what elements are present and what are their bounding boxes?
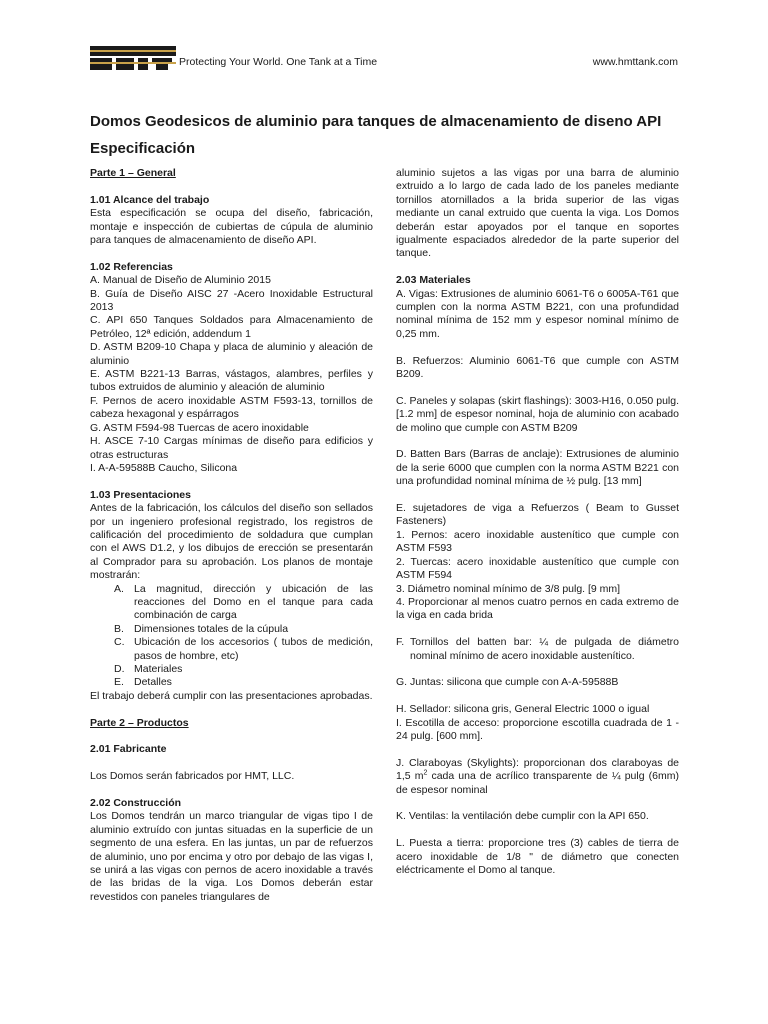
material-item-i: I. Escotilla de acceso: proporcione escotilla cuadrada de 1 - 24 pulg. [600 mm]. — [396, 716, 679, 742]
header-website-link[interactable]: www.hmttank.com — [592, 56, 678, 68]
reference-item: A. Manual de Diseño de Aluminio 2015 — [90, 274, 271, 287]
material-item-g: G. Juntas: silicona que cumple con A-A-59588B — [396, 676, 619, 689]
left-column — [90, 167, 373, 904]
part2-heading: Parte 2 – Productos — [90, 716, 189, 729]
material-item-b: B. Refuerzos: Aluminio 6061-T6 que cumple con ASTM B209. — [396, 354, 679, 381]
section-201-text: Los Domos serán fabricados por HMT, LLC. — [90, 770, 295, 783]
section-102-title: 1.02 Referencias — [90, 260, 173, 273]
reference-item: I. A-A-59588B Caucho, Silicona — [90, 461, 238, 474]
section-103-title: 1.03 Presentaciones — [90, 488, 191, 501]
material-item-h: H. Sellador: silicona gris, General Electric 1000 o igual — [396, 703, 650, 716]
reference-item: H. ASCE 7-10 Cargas mínimas de diseño para edificios y otras estructuras — [90, 435, 373, 461]
reference-item: E. ASTM B221-13 Barras, vástagos, alambres, perfiles y tubos extruidos de aluminio y aleación de aluminio — [90, 368, 373, 394]
document-title: Domos Geodesicos de aluminio para tanques de almacenamiento de diseno API — [90, 113, 662, 130]
section-202-continued: aluminio sujetos a las vigas por una barra de aluminio extruido a lo largo de cada lado de los paneles mediante tornillos atornillados a la brida superior de las vigas mediante un canal extruido que cuenta la viga. Los Domos deberán estar apoyados por el tanque en soportes igualmente espaciados alrededor de la parte superior del tanque. — [396, 167, 679, 260]
section-202-text: Los Domos tendrán un marco triangular de vigas tipo I de aluminio extruído con juntas situadas en la superficie de un segmento de una esfera. En las juntas, un par de refuerzos de aluminio, uno por encima y otro por debajo de las vigas I, se unirá a las vigas con pernos de acero inoxidable a través de las bridas de la viga. Los Domos deberán estar revestidos con paneles triangulares de — [90, 810, 373, 903]
material-item-c: C. Paneles y solapas (skirt flashings): 3003-H16, 0.050 pulg. [1.2 mm] de espesor nominal, hoja de aluminio con acabado de molino que cumple con ASTM B209 — [396, 394, 679, 434]
submittal-list — [90, 583, 373, 690]
fastener-item: 2. Tuercas: acero inoxidable austenítico que cumple con ASTM F594 — [396, 555, 679, 582]
part1-heading: Parte 1 – General — [90, 167, 176, 179]
right-column — [396, 167, 679, 877]
header-tagline: Protecting Your World. One Tank at a Time — [179, 56, 378, 68]
section-203-title: 2.03 Materiales — [396, 274, 471, 287]
material-item-a: A. Vigas: Extrusiones de aluminio 6061-T6 o 6005A-T61 que cumplen con la norma ASTM B221, con una profundidad nominal mínima de 152 mm y espesor nominal mínimo de 0,25 mm. — [396, 287, 679, 340]
section-202-title: 2.02 Construcción — [90, 796, 182, 809]
section-101-text: Esta especificación se ocupa del diseño, fabricación, montaje e inspección de cubiertas de cúpula de aluminio para tanques de almacenamiento de diseño API. — [90, 207, 373, 247]
material-item-l: L. Puesta a tierra: proporcione tres (3) cables de tierra de acero inoxidable de 1/8 " de diámetro que conecten eléctricamente el Domo al tanque. — [396, 837, 679, 876]
reference-item: F. Pernos de acero inoxidable ASTM F593-13, tornillos de cabeza hexagonal y espárragos — [90, 394, 373, 421]
reference-item: D. ASTM B209-10 Chapa y placa de aluminio y aleación de aluminio — [90, 341, 373, 367]
fastener-item: 4. Proporcionar al menos cuatro pernos en cada extremo de la viga en cada brida — [396, 595, 679, 622]
document-subtitle: Especificación — [90, 140, 196, 157]
fastener-item: 3. Diámetro nominal mínimo de 3/8 pulg. [9 mm] — [396, 582, 621, 595]
section-103-text: Antes de la fabricación, los cálculos del diseño son sellados por un ingeniero profesional registrado, los registros de calificación del procedimiento de soldadura que cumplan con el AWS D1.2, y los dibujos de erección se presentarán al Comprador para su aprobación. Los planos de montaje mostrarán: — [90, 502, 373, 582]
page-header — [90, 46, 678, 72]
material-item-e: E. sujetadores de viga a Refuerzos ( Beam to Gusset Fasteners) — [396, 502, 679, 528]
material-item-k: K. Ventilas: la ventilación debe cumplir con la API 650. — [396, 810, 649, 823]
section-103-after: El trabajo deberá cumplir con las presentaciones aprobadas. — [90, 689, 373, 702]
list-item: B. Dimensiones totales de la cúpula — [114, 622, 289, 635]
material-item-f: F. Tornillos del batten bar: ¼ de pulgada de diámetro nominal mínimo de acero inoxidable austenítico. — [396, 636, 679, 662]
section-101-title: 1.01 Alcance del trabajo — [90, 193, 210, 206]
material-item-j: J. Claraboyas (Skylights): proporcionan dos claraboyas de 1,5 $m^2$ cada una de acrílico transparente de ¼ pulg (6mm) de espesor nominal — [396, 756, 679, 796]
reference-item: G. ASTM F594-98 Tuercas de acero inoxidable — [90, 421, 309, 434]
section-201-title: 2.01 Fabricante — [90, 743, 167, 756]
hmt-logo — [90, 46, 176, 72]
list-item: C. Ubicación de los accesorios ( tubos de medición, pasos de hombre, etc) — [114, 636, 373, 662]
list-item: D. Materiales — [114, 662, 183, 675]
fastener-item: 1. Pernos: acero inoxidable austenítico que cumple con ASTM F593 — [396, 528, 679, 555]
material-item-d: D. Batten Bars (Barras de anclaje): Extrusiones de aluminio de la serie 6000 que cumplen con la norma ASTM B221 con una profundidad nominal mínima de ½ pulg. [13 mm] — [396, 448, 679, 488]
list-item: A. La magnitud, dirección y ubicación de las reacciones del Domo en el tanque para cada combinación de carga — [114, 582, 373, 622]
reference-item: C. API 650 Tanques Soldados para Almacenamiento de Petróleo, 12ª edición, addendum 1 — [90, 314, 373, 340]
list-item: E. Detalles — [114, 676, 172, 689]
reference-item: B. Guía de Diseño AISC 27 -Acero Inoxidable Estructural 2013 — [90, 287, 373, 314]
